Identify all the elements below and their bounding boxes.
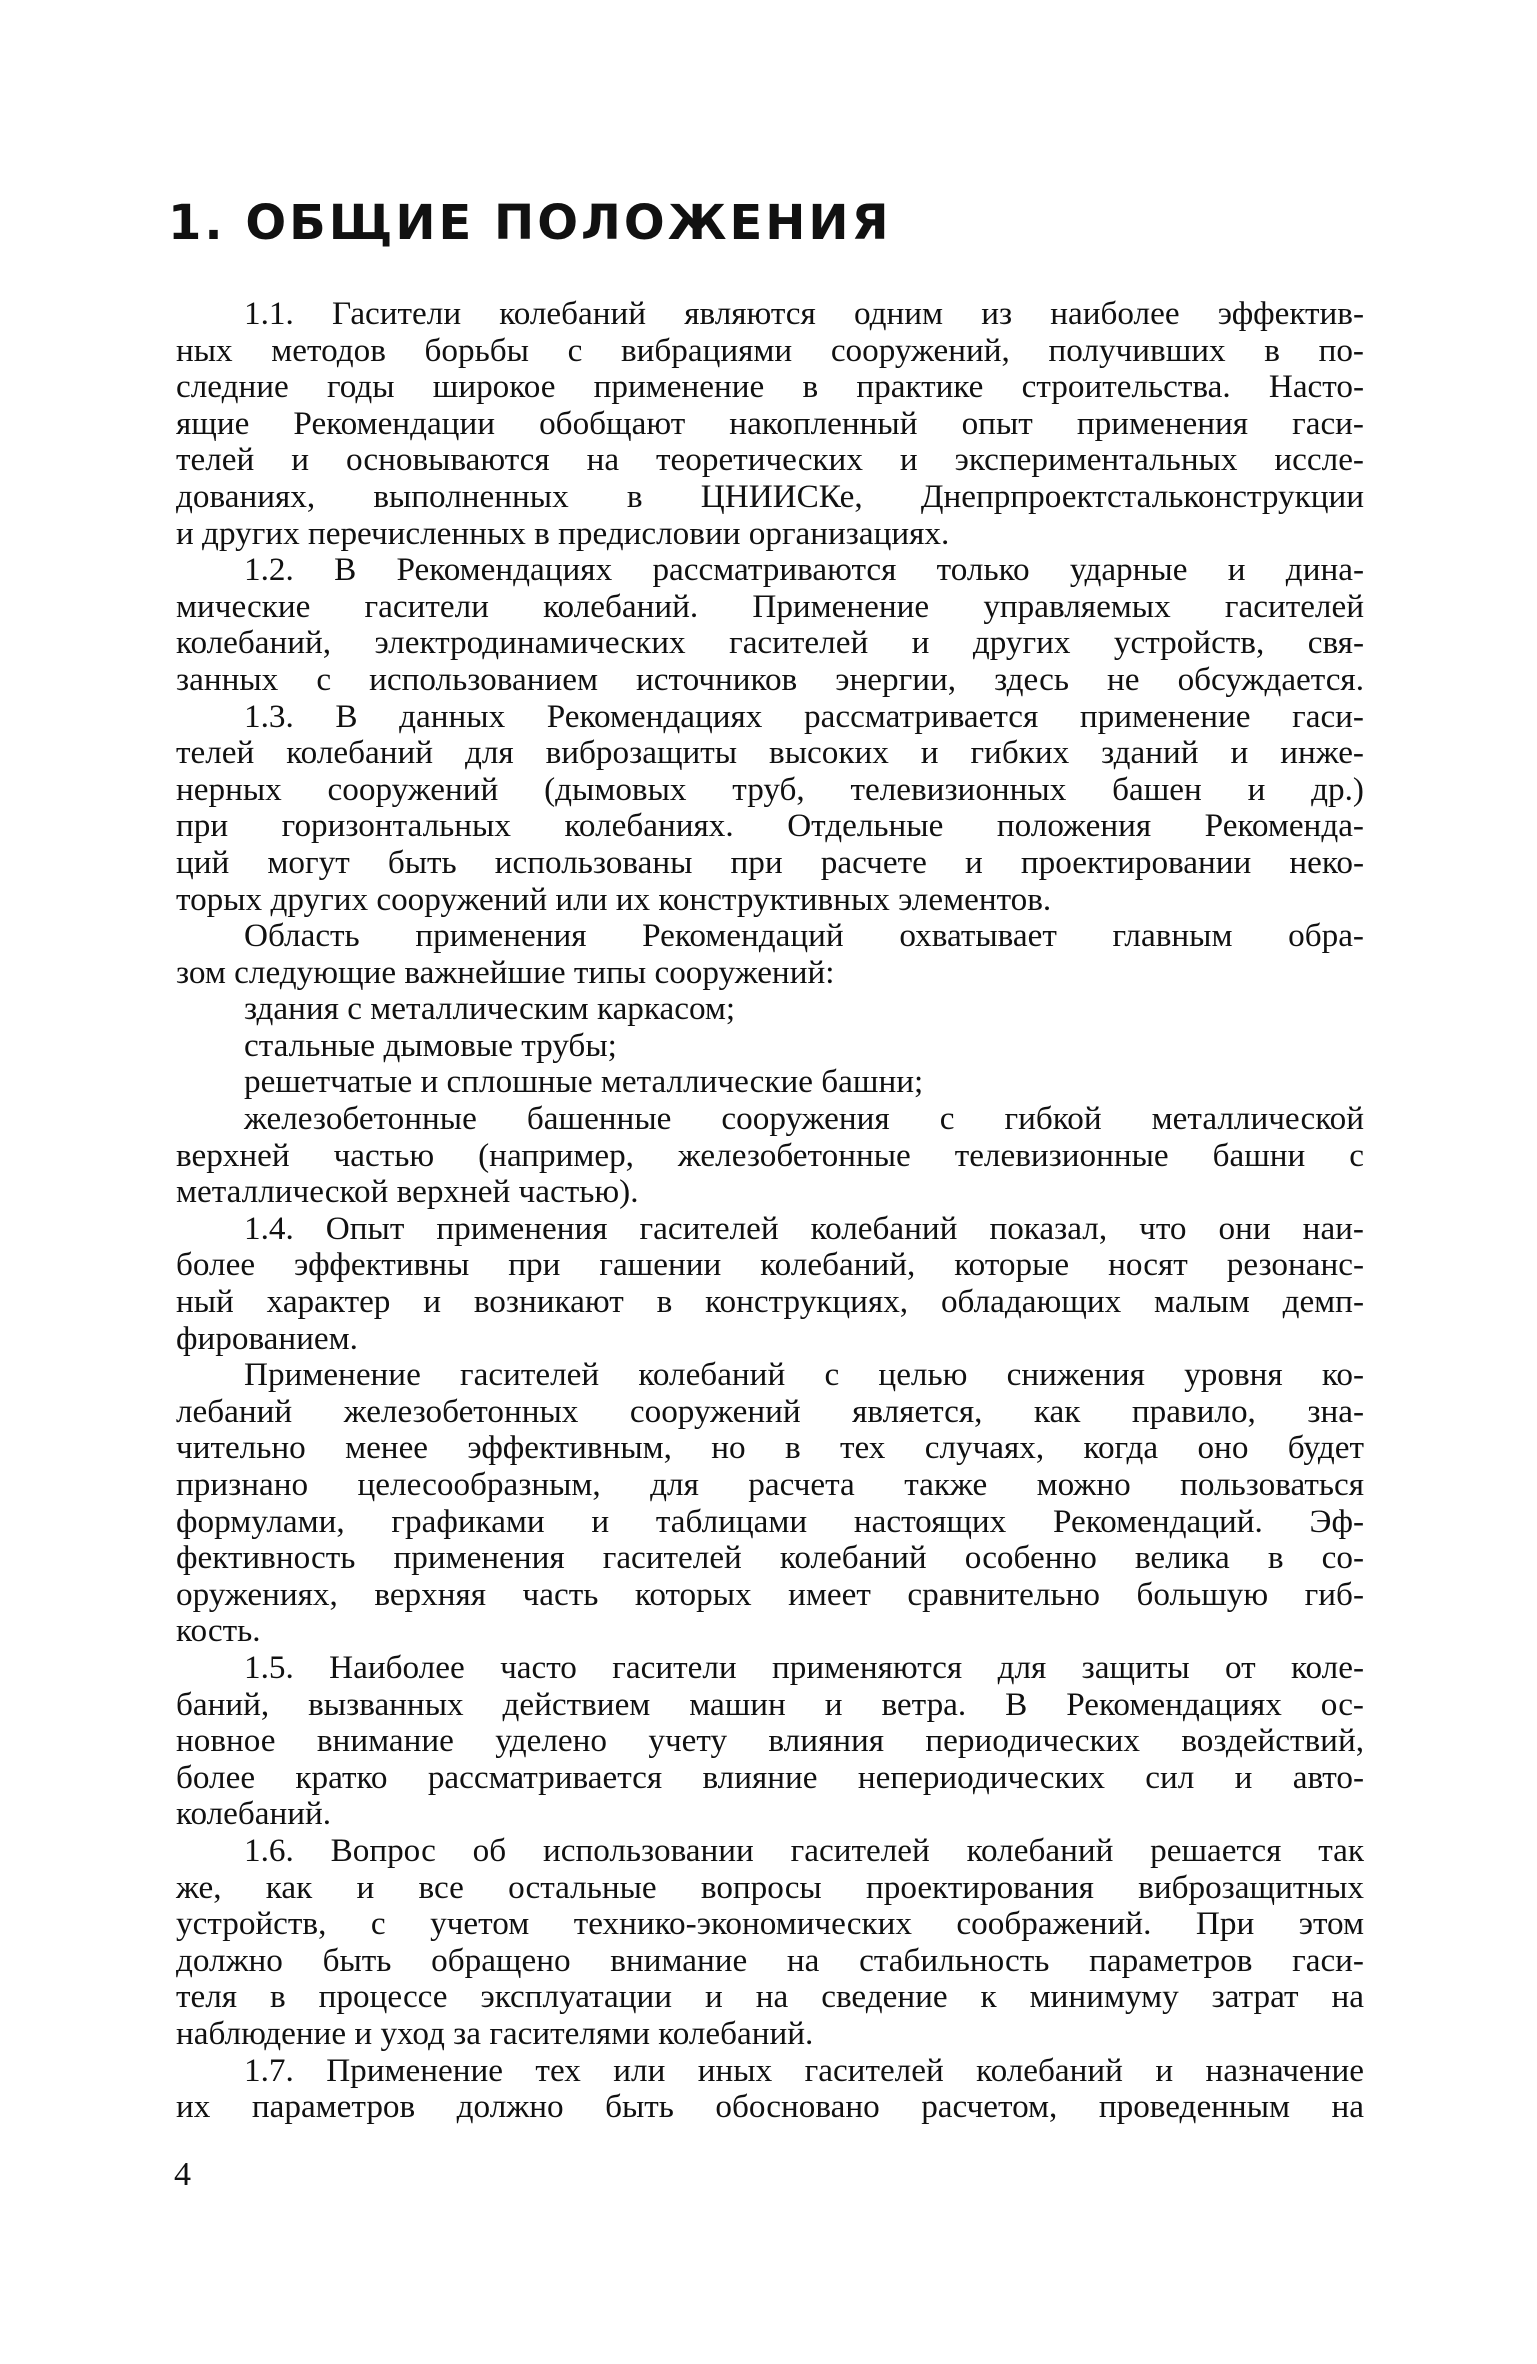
- text-line: следние годы широкое применение в практике строительства. Насто-: [176, 368, 1364, 406]
- text-line: дованиях, выполненных в ЦНИИСКе, Днепрпроектстальконструкции: [176, 477, 1364, 515]
- text-line: же, как и все остальные вопросы проектирования виброзащитных: [176, 1868, 1364, 1906]
- text-line: 1.7. Применение тех или иных гасителей колебаний и назначение: [244, 2051, 1364, 2089]
- text-line: колебаний, электродинамических гасителей и других устройств, свя-: [176, 624, 1364, 662]
- text-line: лебаний железобетонных сооружений является, как правило, зна-: [176, 1392, 1364, 1430]
- text-line: фированием.: [176, 1319, 358, 1357]
- text-line: ций могут быть использованы при расчете и проектировании неко-: [176, 843, 1364, 881]
- text-line: Применение гасителей колебаний с целью снижения уровня ко-: [244, 1356, 1364, 1394]
- text-line: их параметров должно быть обосновано расчетом, проведенным на: [176, 2088, 1364, 2126]
- text-line: 1.6. Вопрос об использовании гасителей колебаний решается так: [244, 1831, 1364, 1869]
- text-line: 1.4. Опыт применения гасителей колебаний показал, что они наи-: [244, 1209, 1364, 1247]
- text-line: наблюдение и уход за гасителями колебаний.: [176, 2014, 814, 2052]
- text-line: телей и основываются на теоретических и экспериментальных иссле-: [176, 441, 1364, 479]
- text-line: 1.1. Гасители колебаний являются одним из наиболее эффектив-: [244, 295, 1364, 332]
- text-line: железобетонные башенные сооружения с гибкой металлической: [244, 1100, 1364, 1138]
- text-line: ный характер и возникают в конструкциях, обладающих малым демп-: [176, 1283, 1364, 1321]
- text-line: ящие Рекомендации обобщают накопленный опыт применения гаси-: [176, 404, 1364, 442]
- text-line: формулами, графиками и таблицами настоящих Рекомендаций. Эф-: [176, 1502, 1364, 1540]
- text-line: более эффективны при гашении колебаний, которые носят резонанс-: [176, 1246, 1364, 1284]
- text-line: решетчатые и сплошные металлические башни;: [244, 1063, 924, 1101]
- text-line: занных с использованием источников энергии, здесь не обсуждается.: [176, 660, 1364, 698]
- text-line: торых других сооружений или их конструктивных элементов.: [176, 880, 1052, 918]
- text-line: 1.5. Наиболее часто гасители применяются для защиты от коле-: [244, 1648, 1364, 1686]
- text-line: кость.: [176, 1612, 261, 1650]
- text-line: чительно менее эффективным, но в тех случаях, когда оно будет: [176, 1429, 1364, 1467]
- text-line: 1.2. В Рекомендациях рассматриваются только ударные и дина-: [244, 551, 1364, 589]
- text-line: Область применения Рекомендаций охватывает главным обра-: [244, 917, 1364, 955]
- text-line: должно быть обращено внимание на стабильность параметров гаси-: [176, 1941, 1364, 1979]
- text-line: телей колебаний для виброзащиты высоких и гибких зданий и инже-: [176, 734, 1364, 772]
- text-line: теля в процессе эксплуатации и на сведение к минимуму затрат на: [176, 1978, 1364, 2016]
- text-line: фективность применения гасителей колебаний особенно велика в со-: [176, 1539, 1364, 1577]
- text-line: новное внимание уделено учету влияния периодических воздействий,: [176, 1722, 1364, 1760]
- text-line: баний, вызванных действием машин и ветра. В Рекомендациях ос-: [176, 1685, 1364, 1723]
- text-line: устройств, с учетом технико-экономических соображений. При этом: [176, 1905, 1364, 1943]
- text-line: колебаний.: [176, 1795, 332, 1833]
- text-line: нерных сооружений (дымовых труб, телевизионных башен и др.): [176, 770, 1364, 808]
- body-text: [176, 296, 1364, 2126]
- text-line: при горизонтальных колебаниях. Отдельные положения Рекоменда-: [176, 807, 1364, 845]
- page-number: 4: [174, 2156, 191, 2193]
- text-line: металлической верхней частью).: [176, 1173, 639, 1211]
- text-line: признано целесообразным, для расчета также можно пользоваться: [176, 1466, 1364, 1503]
- text-line: ных методов борьбы с вибрациями сооружений, получивших в по-: [176, 331, 1364, 369]
- text-line: мические гасители колебаний. Применение управляемых гасителей: [176, 587, 1364, 625]
- text-line: стальные дымовые трубы;: [244, 1026, 617, 1064]
- text-line: более кратко рассматривается влияние непериодических сил и авто-: [176, 1758, 1364, 1796]
- text-line: и других перечисленных в предисловии организациях.: [176, 514, 950, 552]
- section-heading: 1. ОБЩИЕ ПОЛОЖЕНИЯ: [168, 195, 892, 251]
- text-line: оружениях, верхняя часть которых имеет сравнительно большую гиб-: [176, 1575, 1364, 1613]
- text-line: зом следующие важнейшие типы сооружений:: [176, 953, 835, 991]
- text-line: верхней частью (например, железобетонные телевизионные башни с: [176, 1136, 1364, 1174]
- text-line: здания с металлическим каркасом;: [244, 990, 736, 1028]
- text-line: 1.3. В данных Рекомендациях рассматривается применение гаси-: [244, 697, 1364, 735]
